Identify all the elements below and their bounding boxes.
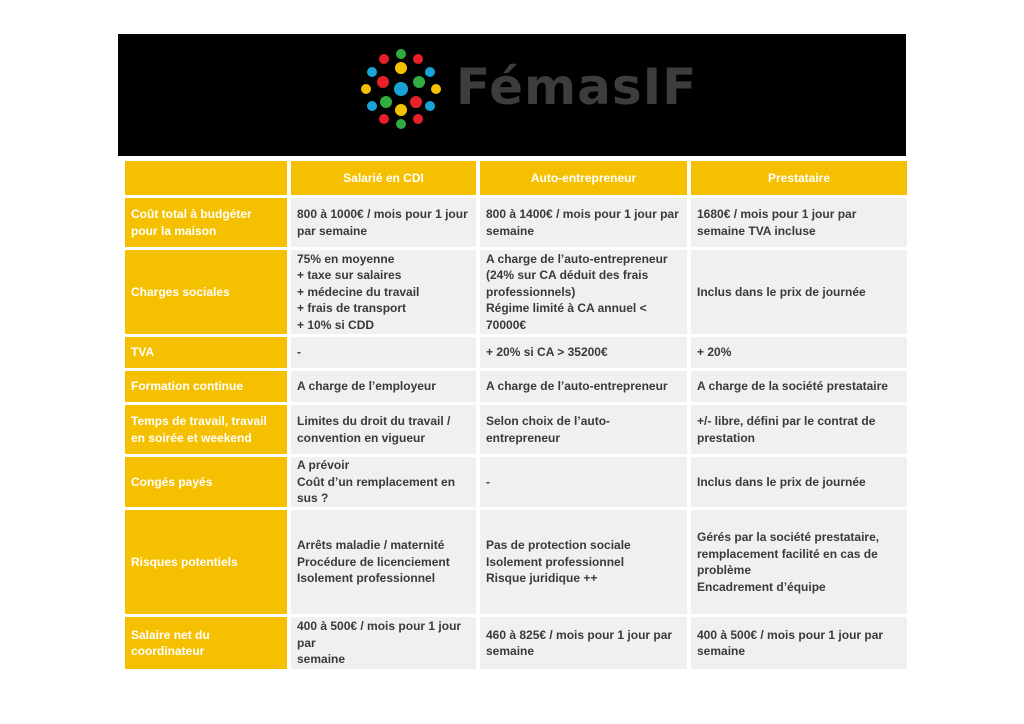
table-cell: A charge de l’auto-entrepreneur <box>480 371 687 402</box>
document-page <box>118 34 906 672</box>
brand-name: FémasIF <box>456 58 698 116</box>
table-cell: A charge de l’employeur <box>291 371 476 402</box>
column-header-auto-entrepreneur: Auto-entrepreneur <box>480 161 687 195</box>
table-cell: 800 à 1000€ / mois pour 1 jour par semaine <box>291 198 476 247</box>
table-cell: 400 à 500€ / mois pour 1 jour par semaine <box>291 617 476 669</box>
table-row <box>125 510 907 614</box>
table-row <box>125 457 907 507</box>
table-cell: A charge de la société prestataire <box>691 371 907 402</box>
table-row <box>125 371 907 402</box>
column-header-cdi: Salarié en CDI <box>291 161 476 195</box>
table-cell: 460 à 825€ / mois pour 1 jour par semaine <box>480 617 687 669</box>
table-row <box>125 617 907 669</box>
column-header-prestataire: Prestataire <box>691 161 907 195</box>
table-cell: A prévoir Coût d’un remplacement en sus ? <box>291 457 476 507</box>
header-banner <box>118 34 906 156</box>
table-cell: Inclus dans le prix de journée <box>691 457 907 507</box>
table-cell: + 20% <box>691 337 907 368</box>
row-header: Salaire net du coordinateur <box>125 617 287 669</box>
table-cell: - <box>291 337 476 368</box>
table-cell: Pas de protection sociale Isolement professionnel Risque juridique ++ <box>480 510 687 614</box>
table-cell: Inclus dans le prix de journée <box>691 250 907 334</box>
table-cell: 400 à 500€ / mois pour 1 jour par semaine <box>691 617 907 669</box>
row-header: Temps de travail, travail en soirée et weekend <box>125 405 287 454</box>
table-cell: Selon choix de l’auto-entrepreneur <box>480 405 687 454</box>
table-row <box>125 405 907 454</box>
row-header: Formation continue <box>125 371 287 402</box>
femasif-logo-icon <box>358 46 444 132</box>
row-header: Risques potentiels <box>125 510 287 614</box>
table-row <box>125 198 907 247</box>
table-cell: Limites du droit du travail / convention en vigueur <box>291 405 476 454</box>
table-row <box>125 250 907 334</box>
table-cell: - <box>480 457 687 507</box>
table-cell: 75% en moyenne + taxe sur salaires + médecine du travail + frais de transport + 10% si CDD <box>291 250 476 334</box>
table-cell: + 20% si CA > 35200€ <box>480 337 687 368</box>
comparison-table <box>121 158 911 672</box>
row-header: Congés payés <box>125 457 287 507</box>
table-cell: 800 à 1400€ / mois pour 1 jour par semaine <box>480 198 687 247</box>
table-cell: 1680€ / mois pour 1 jour par semaine TVA incluse <box>691 198 907 247</box>
table-cell: +/- libre, défini par le contrat de prestation <box>691 405 907 454</box>
table-corner <box>125 161 287 195</box>
row-header: TVA <box>125 337 287 368</box>
row-header: Coût total à budgéter pour la maison <box>125 198 287 247</box>
table-cell: Gérés par la société prestataire, remplacement facilité en cas de problème Encadrement d’équipe <box>691 510 907 614</box>
table-header-row <box>125 161 907 195</box>
table-row <box>125 337 907 368</box>
table-cell: A charge de l’auto-entrepreneur (24% sur CA déduit des frais professionnels) Régime limité à CA annuel < 70000€ <box>480 250 687 334</box>
table-cell: Arrêts maladie / maternité Procédure de licenciement Isolement professionnel <box>291 510 476 614</box>
row-header: Charges sociales <box>125 250 287 334</box>
